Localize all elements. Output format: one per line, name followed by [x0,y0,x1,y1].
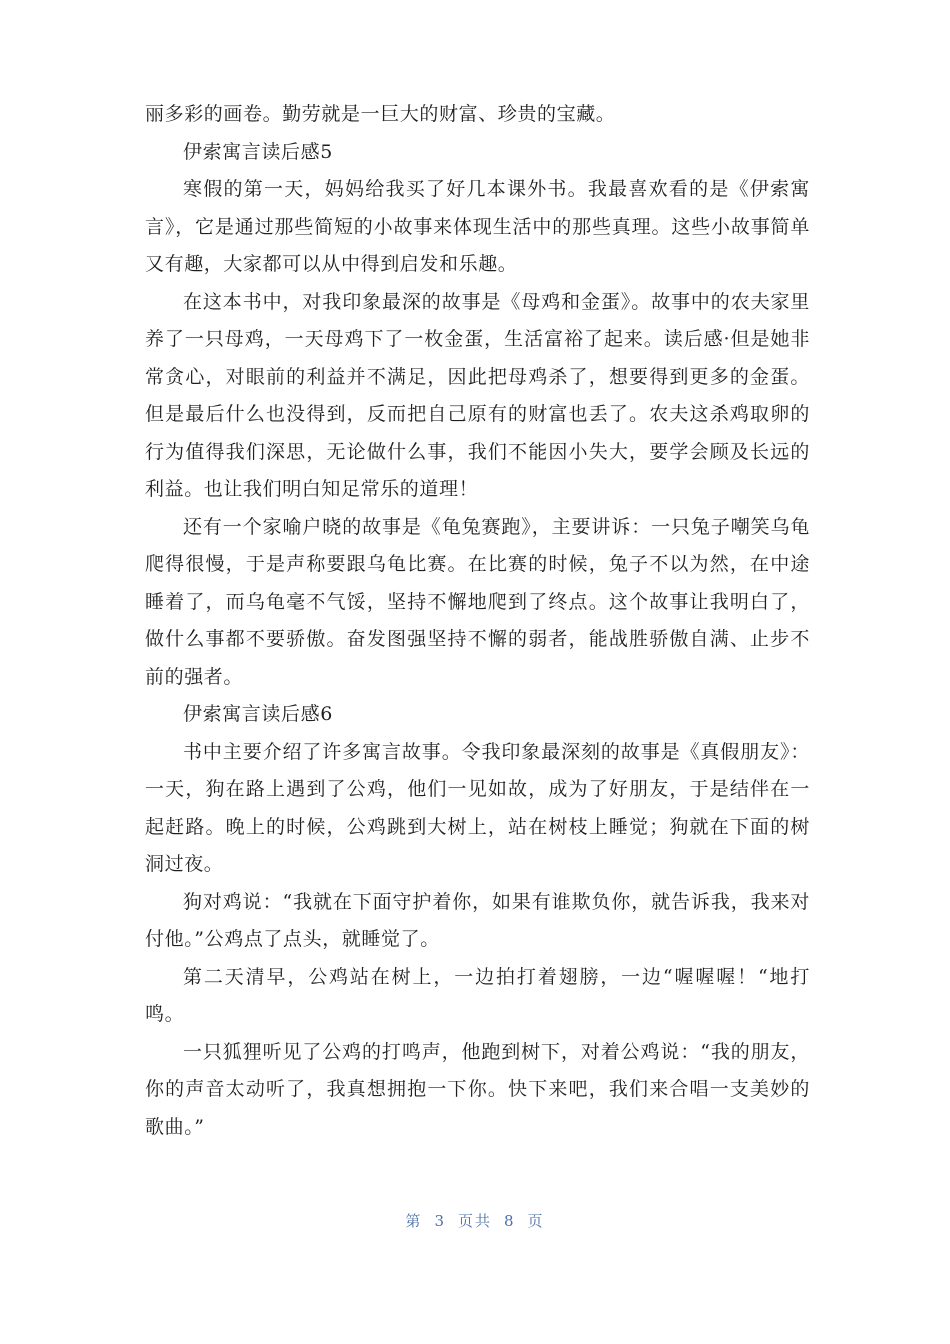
page-footer [0,1210,950,1231]
paragraph-continuation: 丽多彩的画卷。勤劳就是一巨大的财富、珍贵的宝藏。 [145,103,616,125]
paragraph: 一只狐狸听见了公鸡的打鸣声，他跑到树下，对着公鸡说：“我的朋友，你的声音太动听了，我真想拥抱一下你。快下来吧，我们来合唱一支美妙的歌曲。” [145,1040,810,1138]
paragraph: 狗对鸡说：“我就在下面守护着你，如果有谁欺负你，就告诉我，我来对付他。”公鸡点了点头，就睡觉了。 [145,890,810,950]
footer-suffix: 页 [527,1212,545,1230]
section-heading-5: 伊索寓言读后感5 [183,140,333,163]
footer-prefix: 第 [405,1212,423,1230]
paragraph: 第二天清早，公鸡站在树上，一边拍打着翅膀，一边“喔喔喔！“地打鸣。 [145,965,810,1025]
footer-total-pages: 8 [504,1212,516,1230]
section-heading-6: 伊索寓言读后感6 [183,703,333,725]
paragraph: 书中主要介绍了许多寓言故事。令我印象最深刻的故事是《真假朋友》：一天，狗在路上遇到了公鸡，他们一见如故，成为了好朋友，于是结伴在一起赶路。晚上的时候，公鸡跳到大树上，站在树枝上睡觉；狗就在下面的树洞过夜。 [145,740,810,875]
footer-middle: 页共 [457,1212,492,1230]
paragraph: 在这本书中，对我印象最深的故事是《母鸡和金蛋》。故事中的农夫家里养了一只母鸡，一天母鸡下了一枚金蛋，生活富裕了起来。读后感·但是她非常贪心，对眼前的利益并不满足，因此把母鸡杀了，想要得到更多的金蛋。但是最后什么也没得到，反而把自己原有的财富也丢了。农夫这杀鸡取卵的行为值得我们深思，无论做什么事，我们不能因小失大，要学会顾及长远的利益。也让我们明白知足常乐的道理！ [145,290,810,500]
paragraph: 寒假的第一天，妈妈给我买了好几本课外书。我最喜欢看的是《伊索寓言》，它是通过那些简短的小故事来体现生活中的那些真理。这些小故事简单又有趣，大家都可以从中得到启发和乐趣。 [145,178,810,275]
document-page [145,96,810,1146]
footer-current-page: 3 [434,1212,446,1230]
paragraph: 还有一个家喻户晓的故事是《龟兔赛跑》，主要讲诉：一只兔子嘲笑乌龟爬得很慢，于是声称要跟乌龟比赛。在比赛的时候，兔子不以为然，在中途睡着了，而乌龟毫不气馁，坚持不懈地爬到了终点。这个故事让我明白了，做什么事都不要骄傲。奋发图强坚持不懈的弱者，能战胜骄傲自满、止步不前的强者。 [145,515,810,688]
